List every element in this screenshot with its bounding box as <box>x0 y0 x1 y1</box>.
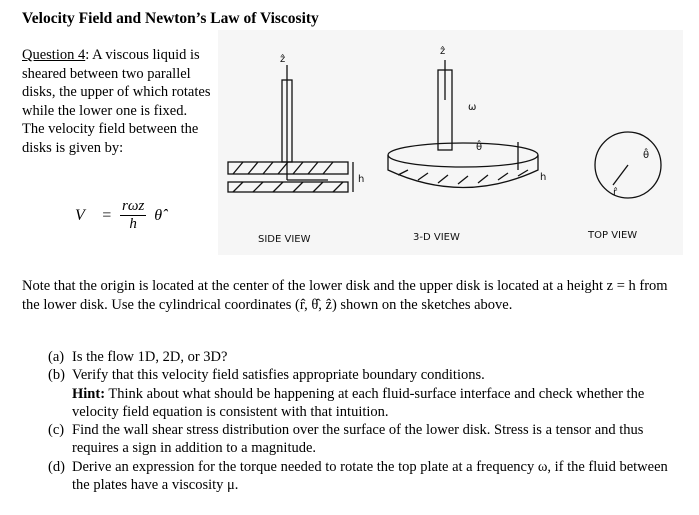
item-label: (d) <box>48 458 65 475</box>
note-paragraph: Note that the origin is located at the center of the lower disk and the upper disk is located at a height z = h from the lower disk. Use the cylindrical coordinates (r̂, θ̂, ẑ) shown on the sketches above. <box>22 278 668 313</box>
3d-theta-label: θ̂ <box>476 142 483 153</box>
3d-z-label: ẑ <box>440 46 446 57</box>
formula-denominator: h <box>129 216 137 232</box>
list-item <box>48 348 673 366</box>
3d-h-label: h <box>540 172 547 183</box>
side-view-sketch <box>228 53 364 192</box>
question-text <box>22 46 212 157</box>
question-list <box>48 348 673 494</box>
list-item <box>48 421 673 458</box>
question-body: : A viscous liquid is sheared between two parallel disks, the upper of which rotates while the lower one is fixed. The velocity field between the disks is given by: <box>22 47 211 156</box>
item-label: (a) <box>48 349 65 365</box>
hint-label: Hint: <box>72 385 106 402</box>
list-item <box>48 458 673 495</box>
page-title: Velocity Field and Newton’s Law of Viscosity <box>22 10 319 27</box>
velocity-formula <box>75 198 162 233</box>
disk-sketches <box>218 30 683 255</box>
item-text: Find the wall shear stress distribution over the surface of the lower disk. Stress is a tensor and thus requires a sign in addition to a magnitude. <box>72 422 644 457</box>
list-item <box>48 366 673 421</box>
formula-lhs: V⃗ = <box>75 206 113 224</box>
side-z-label: ẑ <box>280 54 286 65</box>
formula-fraction <box>120 198 146 233</box>
item-label: (c) <box>48 422 65 439</box>
3d-omega-label: ω <box>468 102 477 113</box>
side-view-label: SIDE VIEW <box>258 234 311 245</box>
item-label: (b) <box>48 367 65 384</box>
top-view-sketch <box>595 132 661 198</box>
question-label: Question 4 <box>22 47 86 63</box>
top-r-label: r̂ <box>613 187 618 198</box>
top-view-label: TOP VIEW <box>588 230 638 241</box>
side-h-label: h <box>358 174 365 185</box>
item-text: Verify that this velocity field satisfies appropriate boundary conditions. <box>72 367 485 384</box>
hint-text: Think about what should be happening at each fluid-surface interface and check whether the velocity field equation is consistent with that intuition. <box>72 385 645 420</box>
3d-view-label: 3-D VIEW <box>413 232 460 243</box>
item-text: Is the flow 1D, 2D, or 3D? <box>72 349 228 365</box>
top-theta-label: θ̂ <box>643 150 650 161</box>
formula-unit-vector: θ̂ <box>154 206 163 224</box>
item-text: Derive an expression for the torque needed to rotate the top plate at a frequency ω, if the fluid between the plates have a viscosity μ. <box>72 458 668 494</box>
formula-numerator: rωz <box>122 198 145 214</box>
3d-view-sketch <box>388 45 546 188</box>
